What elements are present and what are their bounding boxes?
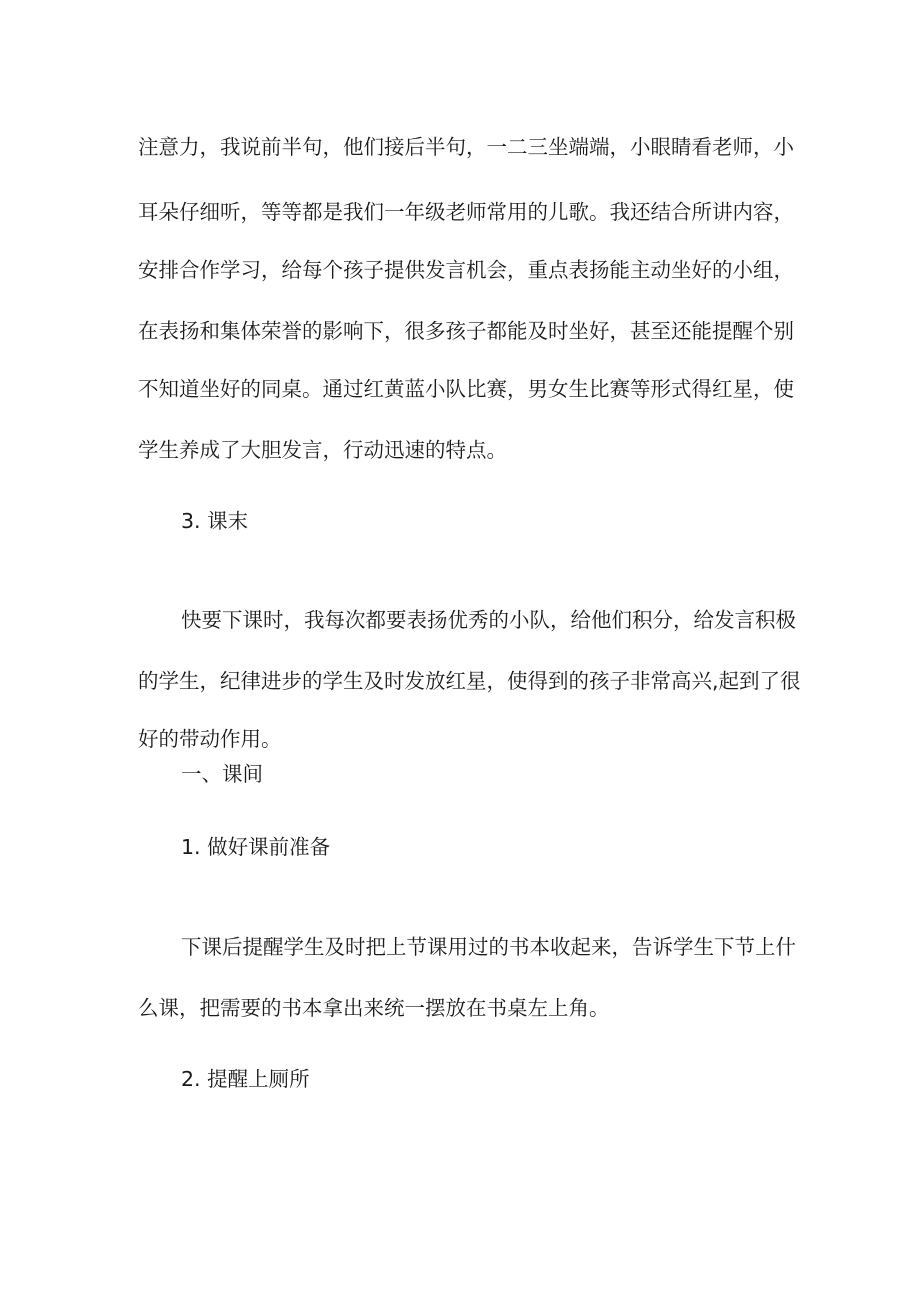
section-heading-toilet: 2. 提醒上厕所	[181, 1067, 310, 1091]
section-heading-break: 一、课间	[181, 762, 263, 786]
text-line: 下课后提醒学生及时把上节课用过的书本收起来，告诉学生下节上什	[181, 935, 796, 959]
text-line: 耳朵仔细听，等等都是我们一年级老师常用的儿歌。我还结合所讲内容，	[138, 200, 794, 224]
text-line: 快要下课时，我每次都要表扬优秀的小队，给他们积分，给发言积极	[181, 608, 796, 632]
text-line: 不知道坐好的同桌。通过红黄蓝小队比赛，男女生比赛等形式得红星，使	[138, 377, 794, 401]
text-line: 的学生，纪律进步的学生及时发放红星，使得到的孩子非常高兴,起到了很	[138, 669, 801, 693]
text-line: 么课，把需要的书本拿出来统一摆放在书桌左上角。	[138, 996, 610, 1020]
text-line: 安排合作学习，给每个孩子提供发言机会，重点表扬能主动坐好的小组，	[138, 258, 794, 282]
text-line: 好的带动作用。	[138, 727, 282, 751]
text-line: 在表扬和集体荣誉的影响下，很多孩子都能及时坐好，甚至还能提醒个别	[138, 319, 794, 343]
section-heading-prepare: 1. 做好课前准备	[181, 835, 331, 859]
text-line: 注意力，我说前半句，他们接后半句，一二三坐端端，小眼睛看老师，小	[138, 135, 794, 159]
text-line: 学生养成了大胆发言，行动迅速的特点。	[138, 438, 507, 462]
section-heading-class-end: 3. 课末	[181, 509, 249, 533]
